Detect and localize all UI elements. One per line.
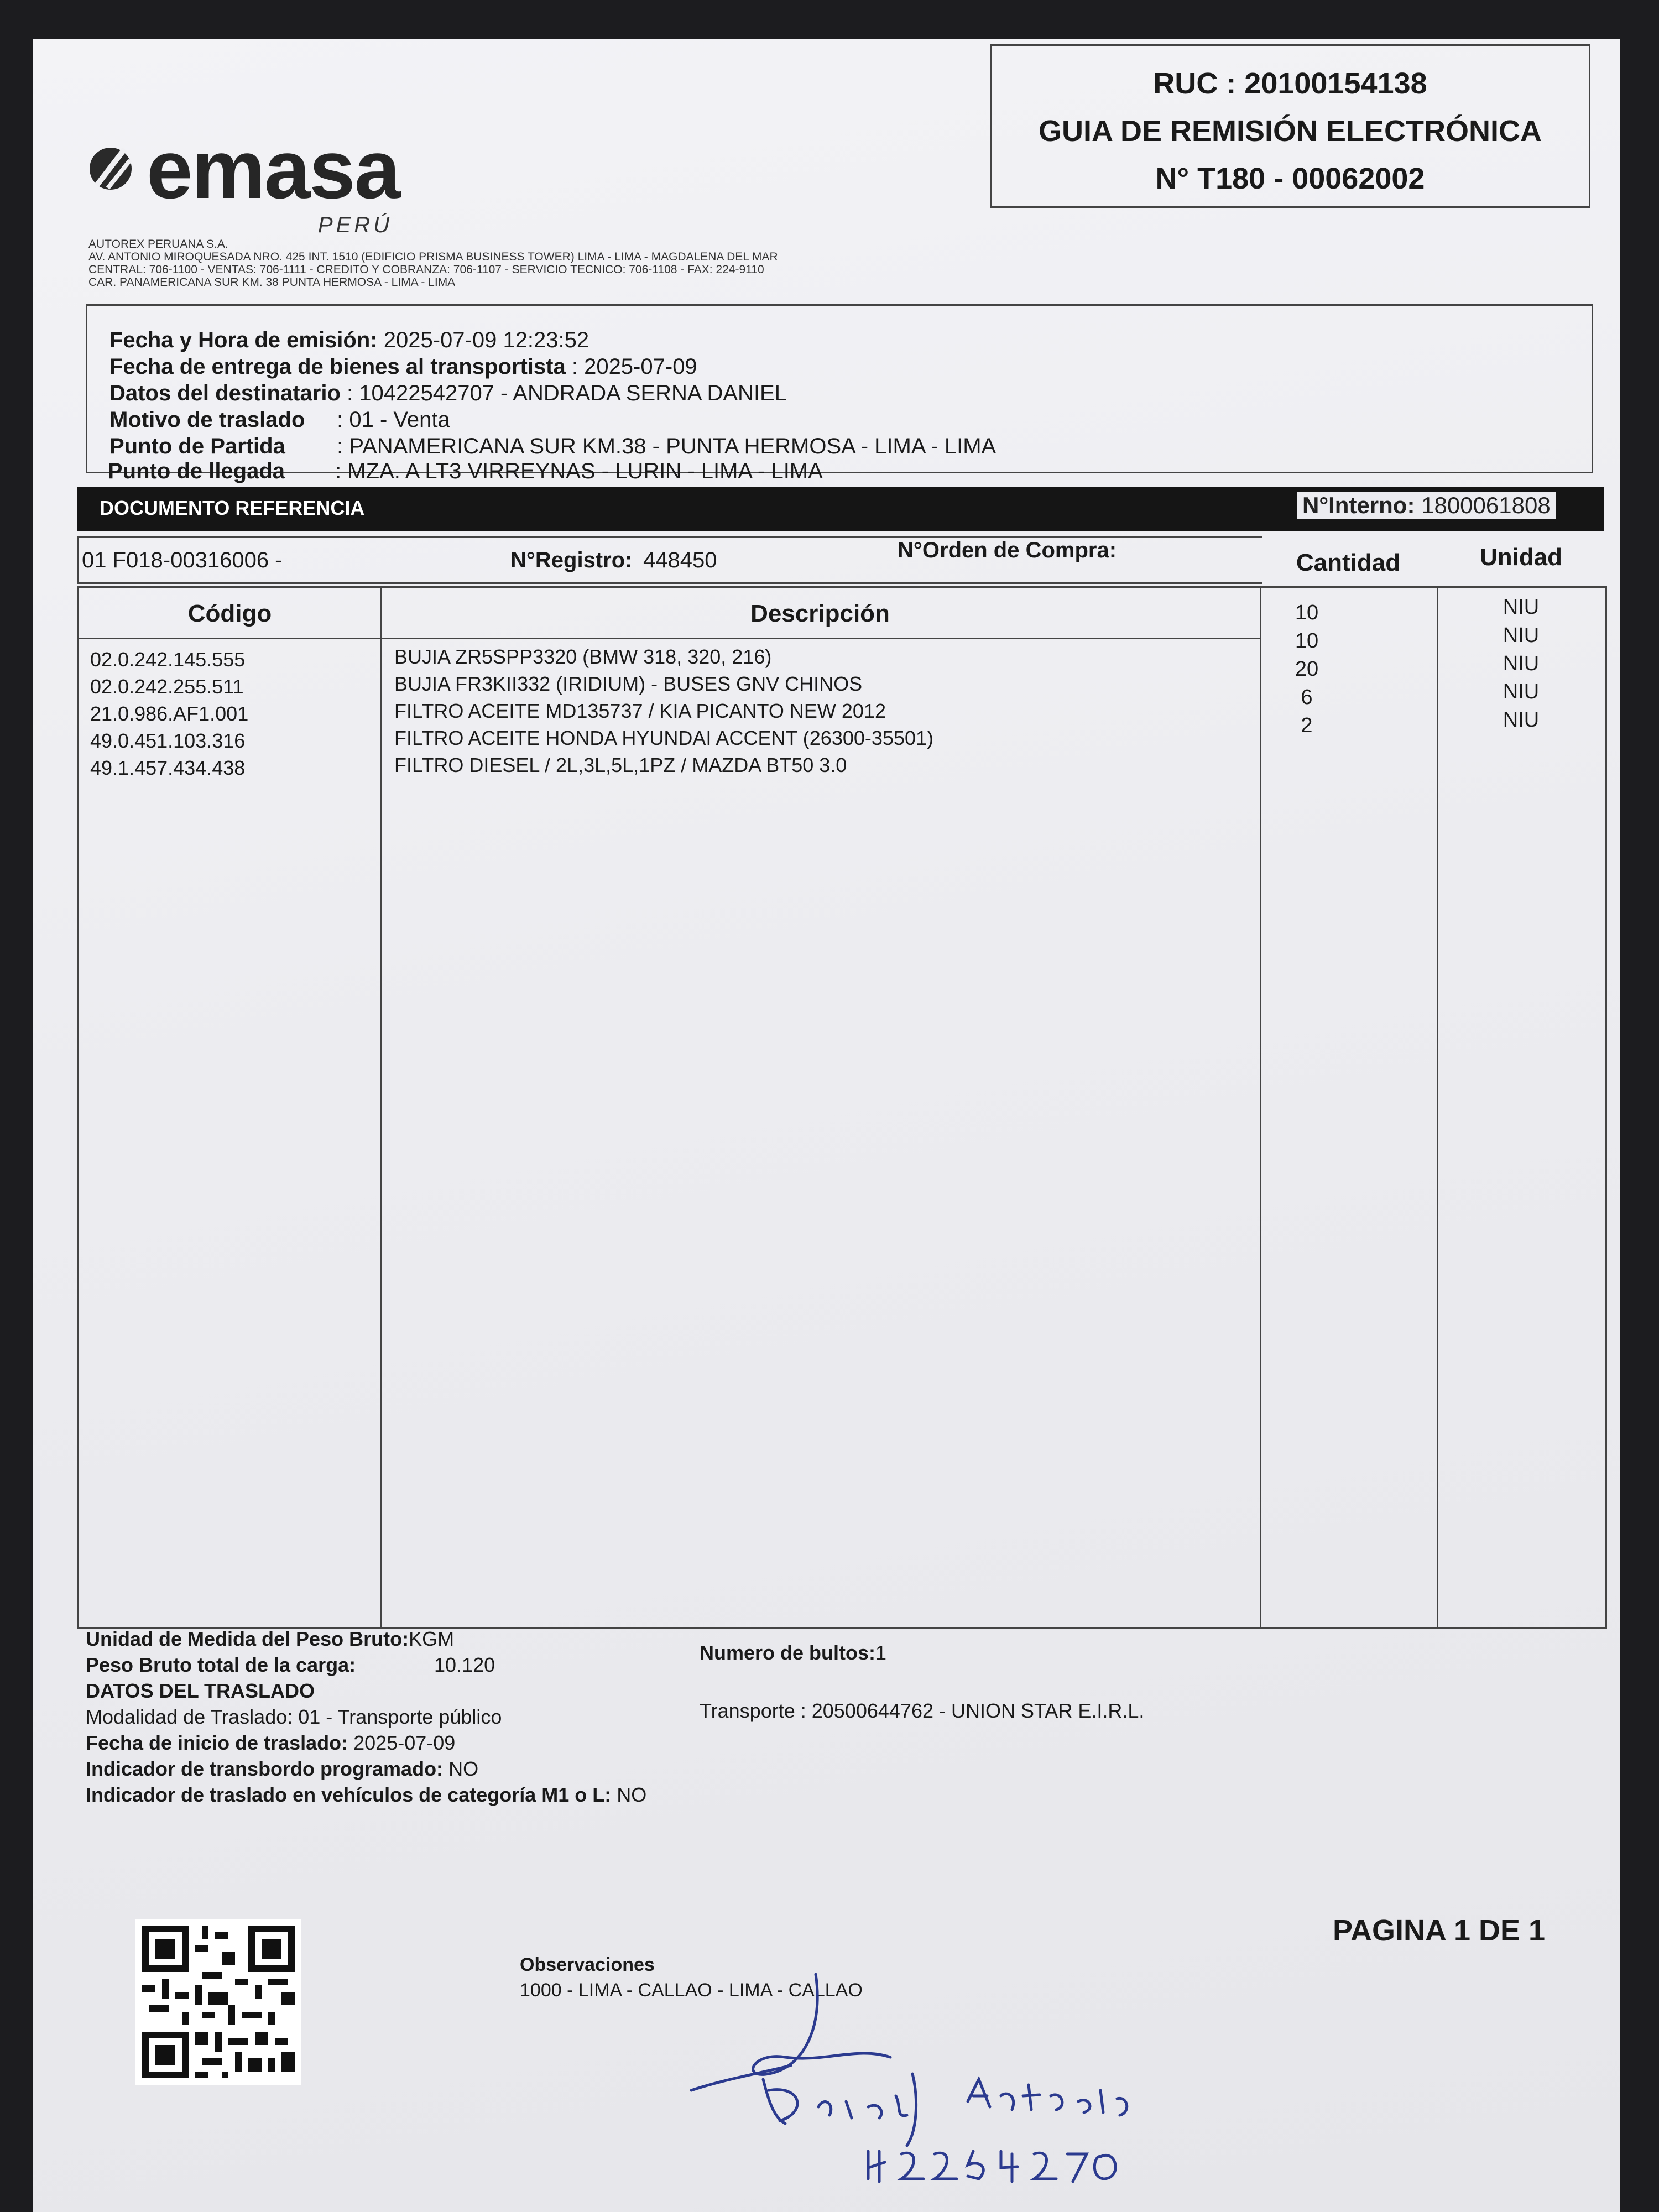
emasa-logo-icon <box>86 138 135 194</box>
transshipment-row <box>86 1756 646 1782</box>
document-title: GUIA DE REMISIÓN ELECTRÓNICA <box>1038 114 1542 148</box>
origin-row <box>109 434 996 459</box>
weight-unit-row <box>86 1626 646 1652</box>
internal-number-value: 1800061808 <box>1421 492 1551 518</box>
document-number: N° T180 - 00062002 <box>1155 162 1425 195</box>
transport-details <box>86 1626 646 1808</box>
packages: 1 <box>875 1641 887 1664</box>
purchase-order-label: N°Orden de Compra: <box>898 538 1117 562</box>
recipient: : 10422542707 - ANDRADA SERNA DANIEL <box>347 381 787 405</box>
start-date-label: Fecha de inicio de traslado: <box>86 1731 348 1754</box>
unit-cell: NIU <box>1503 652 1540 675</box>
reason: : 01 - Venta <box>337 408 450 432</box>
qr-code-icon <box>135 1919 301 2085</box>
delivery-date-row <box>109 354 697 379</box>
company-line: AV. ANTONIO MIROQUESADA NRO. 425 INT. 1510 (EDIFICIO PRISMA BUSINESS TOWER) LIMA - LIMA - MAGDALENA DEL MAR <box>88 251 778 263</box>
unit-cell: NIU <box>1503 708 1540 732</box>
quantity-header: Cantidad <box>1296 549 1401 576</box>
description-cell: FILTRO ACEITE MD135737 / KIA PICANTO NEW 2012 <box>394 700 886 722</box>
emission-date-label: Fecha y Hora de emisión: <box>109 328 378 352</box>
logo-subtitle: PERÚ <box>318 213 393 237</box>
page-indicator: PAGINA 1 DE 1 <box>1333 1914 1546 1947</box>
description-cell: BUJIA FR3KII332 (IRIDIUM) - BUSES GNV CHINOS <box>394 672 863 695</box>
unit-header: Unidad <box>1479 544 1563 571</box>
transport-section-title <box>86 1678 646 1704</box>
description-cell: BUJIA ZR5SPP3320 (BMW 318, 320, 216) <box>394 645 772 668</box>
observations-label: Observaciones <box>520 1954 655 1975</box>
weight-unit-label: Unidad de Medida del Peso Bruto: <box>86 1627 409 1650</box>
description-cell: FILTRO ACEITE HONDA HYUNDAI ACCENT (26300-35501) <box>394 727 933 749</box>
recipient-label: Datos del destinatario <box>109 381 341 405</box>
gross-weight: 10.120 <box>434 1653 495 1676</box>
code-cell: 49.1.457.434.438 <box>90 757 246 779</box>
start-date: 2025-07-09 <box>353 1731 456 1754</box>
ruc-number: RUC : 20100154138 <box>1153 67 1427 100</box>
transshipment: NO <box>448 1757 479 1780</box>
registry-number: 448450 <box>643 548 717 572</box>
destination-label: Punto de llegada <box>108 459 285 483</box>
internal-number <box>1297 492 1556 519</box>
code-cell: 02.0.242.255.511 <box>90 675 244 698</box>
unit-cell: NIU <box>1503 680 1540 703</box>
code-cell: 49.0.451.103.316 <box>90 729 246 752</box>
origin-label: Punto de Partida <box>109 434 285 458</box>
code-cell: 02.0.242.145.555 <box>90 648 246 671</box>
document-sheet <box>33 39 1620 2212</box>
company-address <box>88 238 778 289</box>
packages-label: Numero de bultos: <box>700 1641 876 1664</box>
observations-text: 1000 - LIMA - CALLAO - LIMA - CALLAO <box>520 1980 863 2001</box>
emission-date-row <box>109 328 589 353</box>
weight-unit: KGM <box>409 1627 455 1650</box>
recipient-row <box>109 381 787 406</box>
reference-bar-label: DOCUMENTO REFERENCIA <box>100 497 365 519</box>
vehicle-category: NO <box>617 1783 647 1806</box>
description-cells <box>394 643 933 779</box>
description-header: Descripción <box>750 600 890 627</box>
delivery-date: : 2025-07-09 <box>571 354 697 379</box>
transport-mode: Modalidad de Traslado: 01 - Transporte público <box>86 1705 502 1728</box>
header-divider <box>79 638 1260 639</box>
code-header: Código <box>187 600 272 627</box>
document-id-box <box>990 44 1590 208</box>
transport-section-label: DATOS DEL TRASLADO <box>86 1679 315 1702</box>
company-line: CENTRAL: 706-1100 - VENTAS: 706-1111 - CREDITO Y COBRANZA: 706-1107 - SERVICIO TECNICO: 706-1108 - FAX: 224-9110 <box>88 263 764 276</box>
company-line: AUTOREX PERUANA S.A. <box>88 238 228 251</box>
vehicle-category-label: Indicador de traslado en vehículos de categoría M1 o L: <box>86 1783 612 1806</box>
transshipment-label: Indicador de transbordo programado: <box>86 1757 444 1780</box>
code-cell: 21.0.986.AF1.001 <box>90 702 249 725</box>
quantity-cell: 2 <box>1301 714 1313 737</box>
code-cells <box>90 646 248 781</box>
unit-cell: NIU <box>1503 624 1540 647</box>
gross-weight-label: Peso Bruto total de la carga: <box>86 1653 356 1676</box>
quantity-cell: 10 <box>1295 629 1319 653</box>
carrier: Transporte : 20500644762 - UNION STAR E.I.R.L. <box>700 1699 1145 1722</box>
registry-label: N°Registro: <box>510 548 633 572</box>
vehicle-category-row <box>86 1782 646 1808</box>
quantity-cell: 6 <box>1301 686 1313 709</box>
company-line: CAR. PANAMERICANA SUR KM. 38 PUNTA HERMOSA - LIMA - LIMA <box>88 276 456 289</box>
handwritten-signature <box>658 1963 1211 2195</box>
shipment-header <box>86 304 1593 473</box>
description-cell: FILTRO DIESEL / 2L,3L,5L,1PZ / MAZDA BT50 3.0 <box>394 754 847 776</box>
destination-row <box>108 459 823 484</box>
packages-row <box>700 1640 886 1666</box>
reference-row <box>77 536 1262 584</box>
reference-document: 01 F018-00316006 - <box>82 548 283 572</box>
destination: : MZA. A LT3 VIRREYNAS - LURIN - LIMA - LIMA <box>335 459 823 483</box>
quantity-cells <box>1260 599 1354 740</box>
unit-cell: NIU <box>1503 596 1540 619</box>
logo-text: emasa <box>147 123 400 216</box>
quantity-cell: 10 <box>1295 601 1319 624</box>
unit-cells <box>1437 593 1605 734</box>
quantity-cell: 20 <box>1295 658 1319 681</box>
origin: : PANAMERICANA SUR KM.38 - PUNTA HERMOSA - LIMA - LIMA <box>337 434 997 458</box>
internal-number-label: N°Interno: <box>1302 492 1415 518</box>
quantity-column <box>1260 588 1438 1627</box>
emission-date: 2025-07-09 12:23:52 <box>383 328 589 352</box>
delivery-date-label: Fecha de entrega de bienes al transportista <box>109 354 566 379</box>
reason-label: Motivo de traslado <box>109 408 305 432</box>
start-date-row <box>86 1730 646 1756</box>
gross-weight-row <box>86 1652 646 1678</box>
reason-row <box>109 408 450 432</box>
